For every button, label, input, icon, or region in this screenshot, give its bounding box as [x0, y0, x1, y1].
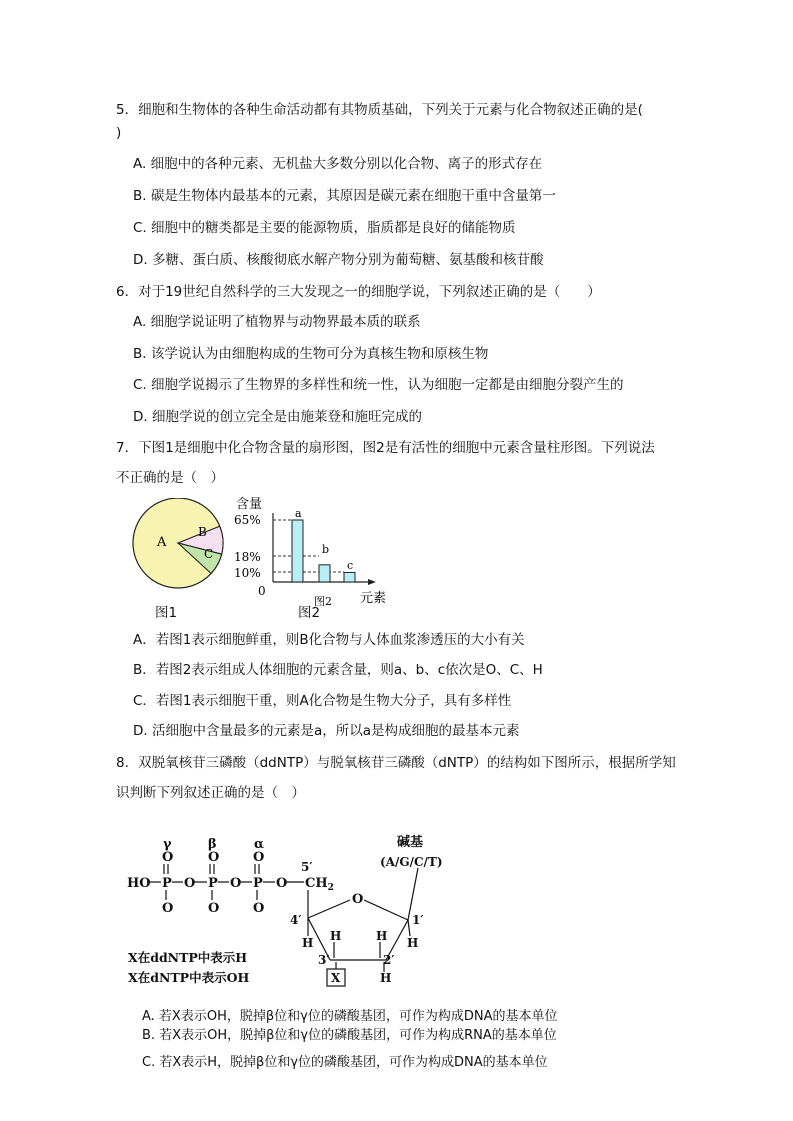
bar-a — [292, 520, 303, 582]
pie-label-c: C — [204, 547, 214, 561]
pos5-label: 5′ — [301, 860, 313, 874]
pos4-label: 4′ — [290, 913, 302, 927]
q7-stem-line2: 不正确的是（ ） — [116, 470, 224, 486]
x-axis-label: 元素 — [360, 591, 387, 606]
q8-stem-line2: 识判断下列叙述正确的是（ ） — [116, 785, 305, 801]
h-c2-bottom: H — [380, 971, 392, 985]
ring-oxygen: O — [352, 892, 364, 907]
q6-option-a: A. 细胞学说证明了植物界与动物界最本质的联系 — [133, 314, 421, 330]
figure2-bar-chart — [228, 490, 398, 608]
q8-option-b: B. 若X表示OH，脱掉β位和γ位的磷酸基团，可作为构成RNA的基本单位 — [142, 1028, 557, 1043]
h-c2-top: H — [376, 929, 388, 943]
ytick-65: 65% — [234, 513, 261, 527]
q7-option-d: D. 活细胞中含量最多的元素是a，所以a是构成细胞的最基本元素 — [133, 723, 520, 739]
o-link-3: O — [276, 876, 288, 891]
q6-option-b: B. 该学说认为由细胞构成的生物可分为真核生物和原核生物 — [133, 346, 489, 362]
q5-option-a: A. 细胞中的各种元素、无机盐大多数分别以化合物、离子的形式存在 — [133, 156, 543, 172]
x-group: X — [331, 971, 341, 985]
q7-option-a: A．若图1表示细胞鲜重，则B化合物与人体血浆渗透压的大小有关 — [133, 632, 525, 648]
p-gamma: P — [162, 876, 172, 891]
pie-label-b: B — [198, 525, 207, 539]
bar-label-a: a — [295, 507, 302, 520]
y-axis-label: 含量 — [236, 497, 263, 512]
h-c3-top: H — [330, 929, 342, 943]
figure2-caption: 图2 — [298, 605, 321, 621]
o-link-1: O — [184, 876, 196, 891]
alpha-bottom-o: O — [253, 901, 265, 916]
bar-label-b: b — [322, 543, 330, 556]
gamma-label: γ — [163, 837, 172, 852]
q6-option-c: C. 细胞学说揭示了生物界的多样性和统一性，认为细胞一定都是由细胞分裂产生的 — [133, 377, 624, 393]
pos2-label: 2′ — [383, 953, 395, 967]
q7-stem-line1: 7．下图1是细胞中化合物含量的扇形图，图2是有活性的细胞中元素含量柱形图。下列说法 — [116, 440, 655, 456]
beta-label: β — [208, 837, 217, 852]
h-c1: H — [407, 936, 419, 950]
beta-bottom-o: O — [208, 901, 220, 916]
beta-top-o: O — [208, 850, 220, 865]
q6-stem: 6．对于19世纪自然科学的三大发现之一的细胞学说，下列叙述正确的是（ ） — [116, 284, 601, 300]
note-ddntp: X在ddNTP中表示H — [128, 950, 248, 965]
q5-stem: 5．细胞和生物体的各种生命活动都有其物质基础，下列关于元素与化合物叙述正确的是( — [116, 102, 643, 118]
figure1-pie-chart — [125, 498, 225, 593]
ytick-18: 18% — [234, 550, 261, 564]
q5-stem-end: ) — [116, 125, 122, 141]
base-types: (A/G/C/T) — [380, 855, 443, 869]
pie-label-a: A — [157, 535, 167, 550]
q5-option-c: C. 细胞中的糖类都是主要的能源物质，脂质都是良好的储能物质 — [133, 220, 516, 236]
pos3-label: 3′ — [318, 953, 330, 967]
q7-option-b: B．若图2表示组成人体细胞的元素含量，则a、b、c依次是O、C、H — [133, 662, 543, 678]
gamma-top-o: O — [162, 850, 174, 865]
q8-option-c: C. 若X表示H，脱掉β位和γ位的磷酸基团，可作为构成DNA的基本单位 — [142, 1055, 548, 1070]
pos1-label: 1′ — [412, 913, 424, 927]
q8-option-a: A. 若X表示OH，脱掉β位和γ位的磷酸基团，可作为构成DNA的基本单位 — [142, 1009, 558, 1024]
ytick-10: 10% — [234, 566, 261, 580]
o-link-2: O — [230, 876, 242, 891]
alpha-label: α — [254, 837, 265, 852]
bar-label-c: c — [347, 559, 354, 572]
gamma-bottom-o: O — [162, 901, 174, 916]
q7-option-c: C．若图1表示细胞干重，则A化合物是生物大分子，具有多样性 — [133, 693, 512, 709]
note-dntp: X在dNTP中表示OH — [128, 970, 250, 985]
bar-b — [319, 565, 330, 582]
ho-group: HO — [127, 876, 151, 891]
q6-option-d: D. 细胞学说的创立完全是由施莱登和施旺完成的 — [133, 409, 422, 425]
figure1-caption: 图1 — [155, 605, 178, 621]
q5-option-b: B. 碳是生物体内最基本的元素，其原因是碳元素在细胞干重中含量第一 — [133, 188, 556, 204]
x-axis-arrow — [368, 579, 376, 585]
h-c4: H — [302, 936, 314, 950]
q8-stem-line1: 8．双脱氧核苷三磷酸（ddNTP）与脱氧核苷三磷酸（dNTP）的结构如下图所示，根据所学知 — [116, 755, 676, 771]
ytick-0: 0 — [258, 584, 266, 598]
base-label: 碱基 — [397, 835, 424, 850]
q5-option-d: D. 多糖、蛋白质、核酸彻底水解产物分别为葡萄糖、氨基酸和核苷酸 — [133, 252, 544, 268]
figure2-inner-caption: 图2 — [314, 595, 332, 608]
nucleotide-structure-diagram — [120, 828, 480, 1000]
p-alpha: P — [253, 876, 263, 891]
bar-c — [344, 572, 355, 582]
alpha-top-o: O — [253, 850, 265, 865]
ch2-group: $CH_2$ — [305, 876, 334, 893]
p-beta: P — [208, 876, 218, 891]
